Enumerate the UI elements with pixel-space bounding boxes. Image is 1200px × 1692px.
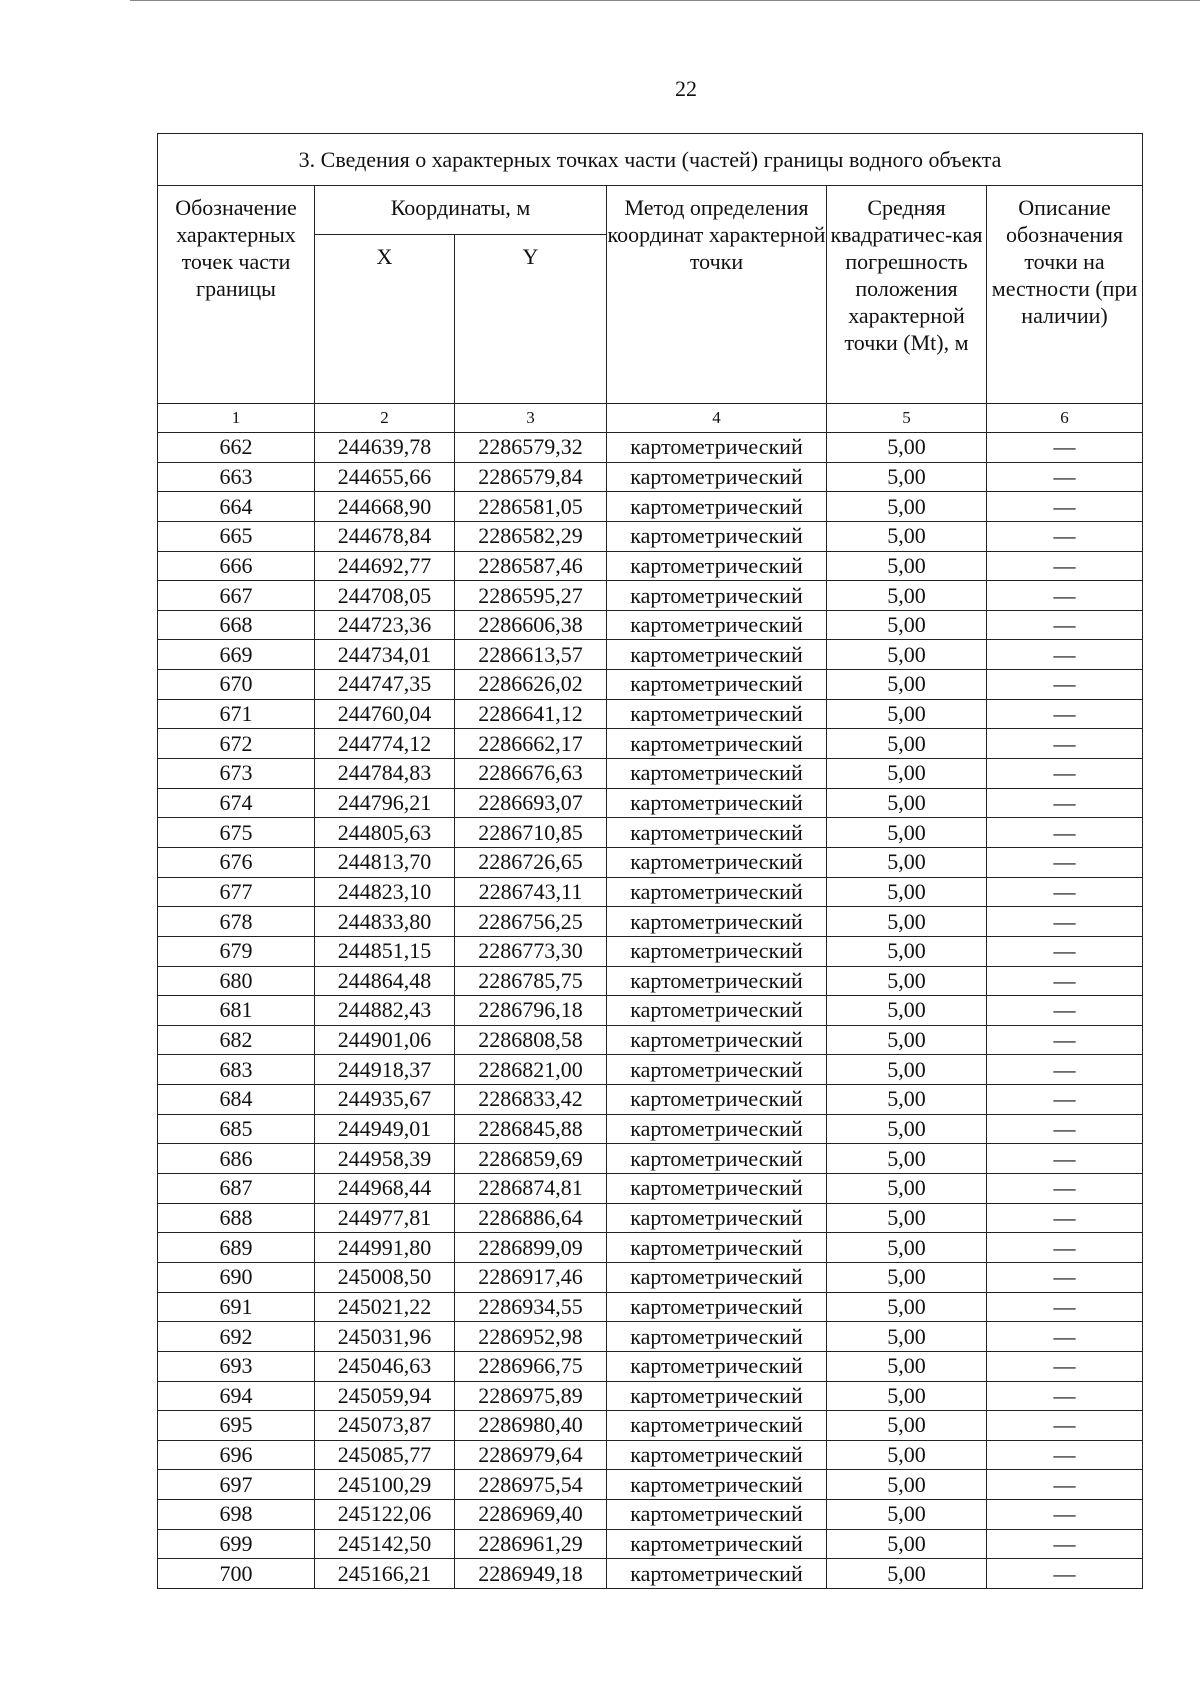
method-cell: картометрический [607,610,827,640]
description-cell: — [987,670,1143,700]
point-id-cell: 682 [158,1025,315,1055]
table-row [158,1203,1143,1233]
table-row [158,1381,1143,1411]
error-cell: 5,00 [827,640,987,670]
x-coordinate-cell: 244833,80 [315,907,455,937]
description-cell: — [987,1470,1143,1500]
description-cell: — [987,1322,1143,1352]
description-cell: — [987,699,1143,729]
table-row [158,610,1143,640]
y-coordinate-cell: 2286874,81 [455,1174,607,1204]
point-id-cell: 667 [158,581,315,611]
header-coordinates: Координаты, м [315,186,607,235]
method-cell: картометрический [607,847,827,877]
y-coordinate-cell: 2286917,46 [455,1262,607,1292]
x-coordinate-cell: 244723,36 [315,610,455,640]
point-id-cell: 686 [158,1144,315,1174]
method-cell: картометрический [607,759,827,789]
x-coordinate-cell: 244851,15 [315,936,455,966]
method-cell: картометрический [607,1203,827,1233]
x-coordinate-cell: 245085,77 [315,1440,455,1470]
x-coordinate-cell: 245046,63 [315,1351,455,1381]
description-cell: — [987,1174,1143,1204]
header-y: Y [455,235,607,404]
table-row [158,581,1143,611]
description-cell: — [987,729,1143,759]
description-cell: — [987,788,1143,818]
point-id-cell: 692 [158,1322,315,1352]
x-coordinate-cell: 245142,50 [315,1529,455,1559]
error-cell: 5,00 [827,581,987,611]
x-coordinate-cell: 245166,21 [315,1559,455,1589]
table-row [158,1114,1143,1144]
method-cell: картометрический [607,1411,827,1441]
table-row [158,907,1143,937]
column-number: 4 [607,404,827,433]
method-cell: картометрический [607,1440,827,1470]
method-cell: картометрический [607,1351,827,1381]
point-id-cell: 697 [158,1470,315,1500]
description-cell: — [987,1144,1143,1174]
table-row [158,1144,1143,1174]
point-id-cell: 700 [158,1559,315,1589]
description-cell: — [987,877,1143,907]
point-id-cell: 662 [158,433,315,463]
table-row [158,462,1143,492]
table-row [158,759,1143,789]
description-cell: — [987,1262,1143,1292]
point-id-cell: 684 [158,1085,315,1115]
error-cell: 5,00 [827,1292,987,1322]
method-cell: картометрический [607,936,827,966]
table-row [158,492,1143,522]
column-number: 5 [827,404,987,433]
table-row [158,1351,1143,1381]
table-row [158,847,1143,877]
x-coordinate-cell: 244639,78 [315,433,455,463]
error-cell: 5,00 [827,1559,987,1589]
point-id-cell: 699 [158,1529,315,1559]
y-coordinate-cell: 2286606,38 [455,610,607,640]
x-coordinate-cell: 245100,29 [315,1470,455,1500]
method-cell: картометрический [607,670,827,700]
y-coordinate-cell: 2286980,40 [455,1411,607,1441]
point-id-cell: 690 [158,1262,315,1292]
table-row [158,699,1143,729]
method-cell: картометрический [607,1262,827,1292]
y-coordinate-cell: 2286821,00 [455,1055,607,1085]
table-row [158,936,1143,966]
header-designation: Обозначение характерных точек части границы [158,186,315,404]
point-id-cell: 689 [158,1233,315,1263]
header-row [158,186,1143,235]
y-coordinate-cell: 2286662,17 [455,729,607,759]
x-coordinate-cell: 245073,87 [315,1411,455,1441]
x-coordinate-cell: 244734,01 [315,640,455,670]
y-coordinate-cell: 2286899,09 [455,1233,607,1263]
column-number: 2 [315,404,455,433]
table-row [158,1262,1143,1292]
method-cell: картометрический [607,1025,827,1055]
y-coordinate-cell: 2286859,69 [455,1144,607,1174]
method-cell: картометрический [607,818,827,848]
section-title-row [158,134,1143,186]
description-cell: — [987,1025,1143,1055]
description-cell: — [987,1233,1143,1263]
table-row [158,1500,1143,1530]
error-cell: 5,00 [827,1174,987,1204]
method-cell: картометрический [607,1381,827,1411]
description-cell: — [987,996,1143,1026]
table-row [158,1411,1143,1441]
description-cell: — [987,1381,1143,1411]
method-cell: картометрический [607,996,827,1026]
y-coordinate-cell: 2286961,29 [455,1529,607,1559]
column-number: 1 [158,404,315,433]
table-body [158,433,1143,1589]
point-id-cell: 693 [158,1351,315,1381]
error-cell: 5,00 [827,818,987,848]
method-cell: картометрический [607,729,827,759]
point-id-cell: 679 [158,936,315,966]
point-id-cell: 668 [158,610,315,640]
description-cell: — [987,433,1143,463]
table-row [158,1559,1143,1589]
error-cell: 5,00 [827,610,987,640]
error-cell: 5,00 [827,936,987,966]
error-cell: 5,00 [827,1322,987,1352]
description-cell: — [987,1351,1143,1381]
column-number: 6 [987,404,1143,433]
description-cell: — [987,1500,1143,1530]
error-cell: 5,00 [827,1085,987,1115]
y-coordinate-cell: 2286641,12 [455,699,607,729]
point-id-cell: 683 [158,1055,315,1085]
description-cell: — [987,1055,1143,1085]
description-cell: — [987,610,1143,640]
table-row [158,788,1143,818]
point-id-cell: 663 [158,462,315,492]
y-coordinate-cell: 2286833,42 [455,1085,607,1115]
description-cell: — [987,1114,1143,1144]
error-cell: 5,00 [827,1500,987,1530]
x-coordinate-cell: 244668,90 [315,492,455,522]
method-cell: картометрический [607,1085,827,1115]
y-coordinate-cell: 2286845,88 [455,1114,607,1144]
y-coordinate-cell: 2286676,63 [455,759,607,789]
point-id-cell: 672 [158,729,315,759]
x-coordinate-cell: 244977,81 [315,1203,455,1233]
table-row [158,877,1143,907]
description-cell: — [987,1529,1143,1559]
method-cell: картометрический [607,1292,827,1322]
error-cell: 5,00 [827,1440,987,1470]
y-coordinate-cell: 2286952,98 [455,1322,607,1352]
error-cell: 5,00 [827,1262,987,1292]
y-coordinate-cell: 2286886,64 [455,1203,607,1233]
method-cell: картометрический [607,521,827,551]
description-cell: — [987,966,1143,996]
y-coordinate-cell: 2286969,40 [455,1500,607,1530]
error-cell: 5,00 [827,462,987,492]
x-coordinate-cell: 244796,21 [315,788,455,818]
method-cell: картометрический [607,1470,827,1500]
point-id-cell: 673 [158,759,315,789]
section-title: 3. Сведения о характерных точках части (частей) границы водного объекта [158,134,1143,186]
method-cell: картометрический [607,907,827,937]
y-coordinate-cell: 2286949,18 [455,1559,607,1589]
error-cell: 5,00 [827,1055,987,1085]
y-coordinate-cell: 2286693,07 [455,788,607,818]
description-cell: — [987,581,1143,611]
description-cell: — [987,936,1143,966]
x-coordinate-cell: 244958,39 [315,1144,455,1174]
y-coordinate-cell: 2286975,89 [455,1381,607,1411]
y-coordinate-cell: 2286975,54 [455,1470,607,1500]
table-row [158,433,1143,463]
error-cell: 5,00 [827,551,987,581]
error-cell: 5,00 [827,433,987,463]
point-id-cell: 695 [158,1411,315,1441]
method-cell: картометрический [607,1322,827,1352]
method-cell: картометрический [607,551,827,581]
point-id-cell: 677 [158,877,315,907]
point-id-cell: 696 [158,1440,315,1470]
method-cell: картометрический [607,1500,827,1530]
error-cell: 5,00 [827,1144,987,1174]
error-cell: 5,00 [827,699,987,729]
error-cell: 5,00 [827,1411,987,1441]
description-cell: — [987,1440,1143,1470]
description-cell: — [987,551,1143,581]
method-cell: картометрический [607,462,827,492]
table-row [158,729,1143,759]
point-id-cell: 669 [158,640,315,670]
description-cell: — [987,462,1143,492]
page-number: 22 [675,76,697,101]
point-id-cell: 678 [158,907,315,937]
x-coordinate-cell: 244864,48 [315,966,455,996]
table-row [158,670,1143,700]
method-cell: картометрический [607,640,827,670]
table-row [158,996,1143,1026]
x-coordinate-cell: 244935,67 [315,1085,455,1115]
method-cell: картометрический [607,788,827,818]
x-coordinate-cell: 244805,63 [315,818,455,848]
y-coordinate-cell: 2286579,32 [455,433,607,463]
point-id-cell: 687 [158,1174,315,1204]
x-coordinate-cell: 244655,66 [315,462,455,492]
x-coordinate-cell: 244823,10 [315,877,455,907]
header-error: Средняя квадратичес-кая погрешность положения характерной точки (Mt), м [827,186,987,404]
y-coordinate-cell: 2286726,65 [455,847,607,877]
x-coordinate-cell: 244774,12 [315,729,455,759]
x-coordinate-cell: 244968,44 [315,1174,455,1204]
boundary-points-table [157,133,1143,1589]
error-cell: 5,00 [827,1203,987,1233]
error-cell: 5,00 [827,1025,987,1055]
header-method: Метод определения координат характерной точки [607,186,827,404]
x-coordinate-cell: 245008,50 [315,1262,455,1292]
table-row [158,1025,1143,1055]
error-cell: 5,00 [827,966,987,996]
error-cell: 5,00 [827,847,987,877]
y-coordinate-cell: 2286743,11 [455,877,607,907]
x-coordinate-cell: 244747,35 [315,670,455,700]
description-cell: — [987,1203,1143,1233]
method-cell: картометрический [607,492,827,522]
error-cell: 5,00 [827,492,987,522]
method-cell: картометрический [607,1174,827,1204]
header-x: X [315,235,455,404]
method-cell: картометрический [607,1233,827,1263]
y-coordinate-cell: 2286966,75 [455,1351,607,1381]
point-id-cell: 688 [158,1203,315,1233]
table-row [158,818,1143,848]
error-cell: 5,00 [827,788,987,818]
y-coordinate-cell: 2286773,30 [455,936,607,966]
y-coordinate-cell: 2286626,02 [455,670,607,700]
top-rule [130,0,1200,1]
error-cell: 5,00 [827,996,987,1026]
x-coordinate-cell: 244760,04 [315,699,455,729]
y-coordinate-cell: 2286579,84 [455,462,607,492]
table-row [158,1529,1143,1559]
description-cell: — [987,1411,1143,1441]
y-coordinate-cell: 2286582,29 [455,521,607,551]
table-row [158,1292,1143,1322]
table-row [158,1233,1143,1263]
description-cell: — [987,640,1143,670]
description-cell: — [987,818,1143,848]
table-row [158,1085,1143,1115]
error-cell: 5,00 [827,759,987,789]
error-cell: 5,00 [827,877,987,907]
x-coordinate-cell: 244901,06 [315,1025,455,1055]
column-number: 3 [455,404,607,433]
method-cell: картометрический [607,877,827,907]
method-cell: картометрический [607,1144,827,1174]
x-coordinate-cell: 245021,22 [315,1292,455,1322]
point-id-cell: 676 [158,847,315,877]
x-coordinate-cell: 244678,84 [315,521,455,551]
point-id-cell: 670 [158,670,315,700]
x-coordinate-cell: 245059,94 [315,1381,455,1411]
error-cell: 5,00 [827,907,987,937]
method-cell: картометрический [607,1055,827,1085]
method-cell: картометрический [607,1114,827,1144]
method-cell: картометрический [607,966,827,996]
point-id-cell: 685 [158,1114,315,1144]
y-coordinate-cell: 2286934,55 [455,1292,607,1322]
point-id-cell: 675 [158,818,315,848]
y-coordinate-cell: 2286595,27 [455,581,607,611]
table-row [158,1174,1143,1204]
method-cell: картометрический [607,1559,827,1589]
y-coordinate-cell: 2286785,75 [455,966,607,996]
point-id-cell: 674 [158,788,315,818]
x-coordinate-cell: 244949,01 [315,1114,455,1144]
table-row [158,1470,1143,1500]
point-id-cell: 664 [158,492,315,522]
x-coordinate-cell: 244882,43 [315,996,455,1026]
header-description: Описание обозначения точки на местности (при наличии) [987,186,1143,404]
y-coordinate-cell: 2286581,05 [455,492,607,522]
y-coordinate-cell: 2286756,25 [455,907,607,937]
point-id-cell: 665 [158,521,315,551]
method-cell: картометрический [607,433,827,463]
description-cell: — [987,521,1143,551]
y-coordinate-cell: 2286613,57 [455,640,607,670]
x-coordinate-cell: 244918,37 [315,1055,455,1085]
description-cell: — [987,1292,1143,1322]
y-coordinate-cell: 2286979,64 [455,1440,607,1470]
table-row [158,640,1143,670]
description-cell: — [987,907,1143,937]
error-cell: 5,00 [827,729,987,759]
x-coordinate-cell: 244784,83 [315,759,455,789]
point-id-cell: 691 [158,1292,315,1322]
error-cell: 5,00 [827,1381,987,1411]
error-cell: 5,00 [827,1233,987,1263]
method-cell: картометрический [607,1529,827,1559]
error-cell: 5,00 [827,1529,987,1559]
table-row [158,521,1143,551]
point-id-cell: 680 [158,966,315,996]
error-cell: 5,00 [827,521,987,551]
description-cell: — [987,492,1143,522]
y-coordinate-cell: 2286587,46 [455,551,607,581]
point-id-cell: 694 [158,1381,315,1411]
table-row [158,966,1143,996]
y-coordinate-cell: 2286808,58 [455,1025,607,1055]
x-coordinate-cell: 245122,06 [315,1500,455,1530]
table-row [158,1322,1143,1352]
x-coordinate-cell: 245031,96 [315,1322,455,1352]
x-coordinate-cell: 244991,80 [315,1233,455,1263]
table-row [158,551,1143,581]
x-coordinate-cell: 244708,05 [315,581,455,611]
error-cell: 5,00 [827,1470,987,1500]
y-coordinate-cell: 2286710,85 [455,818,607,848]
method-cell: картометрический [607,581,827,611]
description-cell: — [987,759,1143,789]
point-id-cell: 666 [158,551,315,581]
error-cell: 5,00 [827,1351,987,1381]
method-cell: картометрический [607,699,827,729]
table-row [158,1055,1143,1085]
description-cell: — [987,1085,1143,1115]
description-cell: — [987,1559,1143,1589]
x-coordinate-cell: 244692,77 [315,551,455,581]
error-cell: 5,00 [827,670,987,700]
point-id-cell: 671 [158,699,315,729]
error-cell: 5,00 [827,1114,987,1144]
point-id-cell: 681 [158,996,315,1026]
point-id-cell: 698 [158,1500,315,1530]
description-cell: — [987,847,1143,877]
column-numbers-row [158,404,1143,433]
x-coordinate-cell: 244813,70 [315,847,455,877]
y-coordinate-cell: 2286796,18 [455,996,607,1026]
table-row [158,1440,1143,1470]
